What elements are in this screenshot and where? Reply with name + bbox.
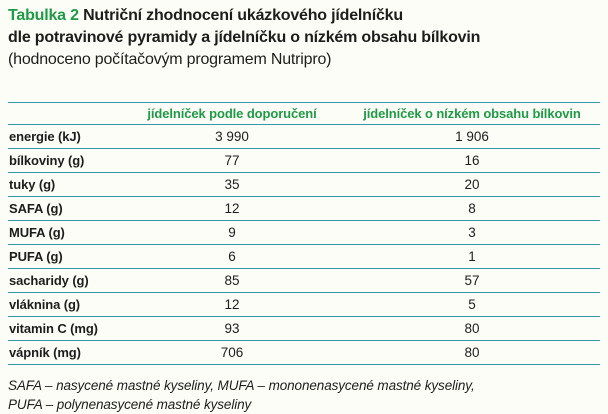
row-label: vápník (mg) — [9, 345, 81, 360]
row-label: SAFA (g) — [9, 201, 63, 216]
nutrition-table — [8, 102, 600, 365]
footnote-line1: SAFA – nasycené mastné kyseliny, MUFA – mononenasycené mastné kyseliny, — [8, 378, 475, 393]
row-value-recommended: 12 — [224, 297, 240, 312]
row-value-low-protein: 1 — [468, 249, 476, 264]
row-value-recommended: 9 — [228, 225, 236, 240]
row-label: vitamin C (mg) — [9, 321, 98, 336]
row-value-low-protein: 8 — [468, 201, 476, 216]
row-value-low-protein: 80 — [464, 345, 480, 360]
row-label: MUFA (g) — [9, 225, 65, 240]
row-label: vláknina (g) — [9, 297, 81, 312]
row-value-recommended: 3 990 — [215, 129, 249, 144]
row-value-low-protein: 16 — [464, 153, 480, 168]
caption-title-line2: dle potravinové pyramidy a jídelníčku o nízkém obsahu bílkovin — [8, 29, 481, 46]
table-row — [8, 269, 600, 293]
row-label: PUFA (g) — [9, 249, 63, 264]
row-value-recommended: 12 — [224, 201, 240, 216]
table-row — [8, 173, 600, 197]
row-value-low-protein: 20 — [464, 177, 480, 192]
table-row — [8, 245, 600, 269]
table-row — [8, 125, 600, 149]
row-value-recommended: 93 — [224, 321, 240, 336]
row-value-recommended: 85 — [224, 273, 240, 288]
row-value-low-protein: 3 — [468, 225, 476, 240]
table-number-label: Tabulka 2 — [8, 7, 79, 24]
caption-subtitle: (hodnoceno počítačovým programem Nutripro) — [8, 51, 332, 68]
table-row — [8, 317, 600, 341]
row-value-low-protein: 1 906 — [455, 129, 489, 144]
row-value-recommended: 77 — [224, 153, 240, 168]
caption-title-line1: Nutriční zhodnocení ukázkového jídelníčku — [83, 7, 403, 24]
table-row — [8, 149, 600, 173]
row-value-low-protein: 80 — [464, 321, 480, 336]
row-label: bílkoviny (g) — [9, 153, 85, 168]
header-empty-cell — [8, 103, 120, 125]
row-label: tuky (g) — [9, 177, 56, 192]
row-value-recommended: 706 — [220, 345, 244, 360]
row-value-low-protein: 57 — [464, 273, 480, 288]
table-row — [8, 341, 600, 365]
footnote-line2: PUFA – polynenasycené mastné kyseliny — [8, 397, 252, 412]
row-label: sacharidy (g) — [9, 273, 89, 288]
row-label: energie (kJ) — [9, 129, 81, 144]
row-value-recommended: 6 — [228, 249, 236, 264]
table-header-row — [8, 103, 600, 125]
header-col-low-protein: jídelníček o nízkém obsahu bílkovin — [363, 106, 581, 121]
table-footnote — [8, 376, 600, 414]
row-value-low-protein: 5 — [468, 297, 476, 312]
table-row — [8, 197, 600, 221]
table-row — [8, 293, 600, 317]
table-caption — [8, 5, 600, 71]
header-col-recommended: jídelníček podle doporučení — [147, 106, 317, 121]
row-value-recommended: 35 — [224, 177, 240, 192]
table-row — [8, 221, 600, 245]
